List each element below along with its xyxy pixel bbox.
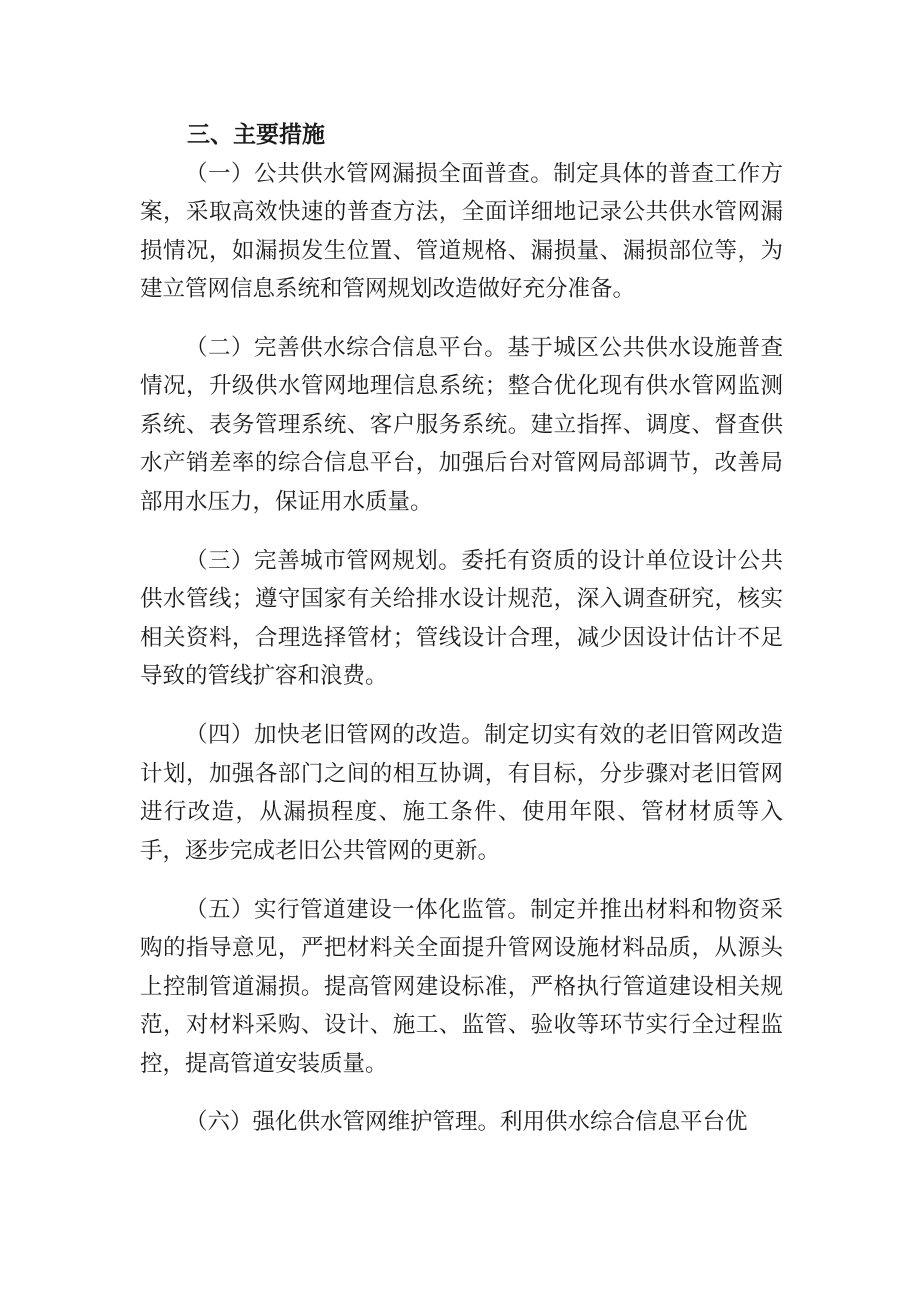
paragraph-info-platform: （二）完善供水综合信息平台。基于城区公共供水设施普查情况，升级供水管网地理信息系统；整合优化现有供水管网监测系统、表务管理系统、客户服务系统。建立指挥、调度、督查供水产销差率的综合信息平台，加强后台对管网局部调节，改善局部用水压力，保证用水质量。 [140,334,783,515]
document-body [140,116,783,1142]
paragraph-integrated-supervision: （五）实行管道建设一体化监管。制定并推出材料和物资采购的指导意见，严把材料关全面提升管网设施材料品质，从源头上控制管道漏损。提高管网建设标准，严格执行管道建设相关规范，对材料采购、设计、施工、监管、验收等环节实行全过程监控，提高管道安装质量。 [140,896,783,1077]
paragraph-old-network-renovation: （四）加快老旧管网的改造。制定切实有效的老旧管网改造计划，加强各部门之间的相互协调，有目标，分步骤对老旧管网进行改造，从漏损程度、施工条件、使用年限、管材材质等入手，逐步完成老旧公共管网的更新。 [140,722,783,864]
section-heading: 三、主要措施 [187,122,325,148]
paragraph-maintenance: （六）强化供水管网维护管理。利用供水综合信息平台优 [185,1109,748,1136]
paragraph-network-planning: （三）完善城市管网规划。委托有资质的设计单位设计公共供水管线；遵守国家有关给排水设计规范，深入调查研究，核实相关资料，合理选择管材；管线设计合理，减少因设计估计不足导致的管线扩容和浪费。 [140,547,783,690]
paragraph-survey: （一）公共供水管网漏损全面普查。制定具体的普查工作方案，采取高效快速的普查方法，全面详细地记录公共供水管网漏损情况，如漏损发生位置、管道规格、漏损量、漏损部位等，为建立管网信息系统和管网规划改造做好充分准备。 [140,160,783,302]
